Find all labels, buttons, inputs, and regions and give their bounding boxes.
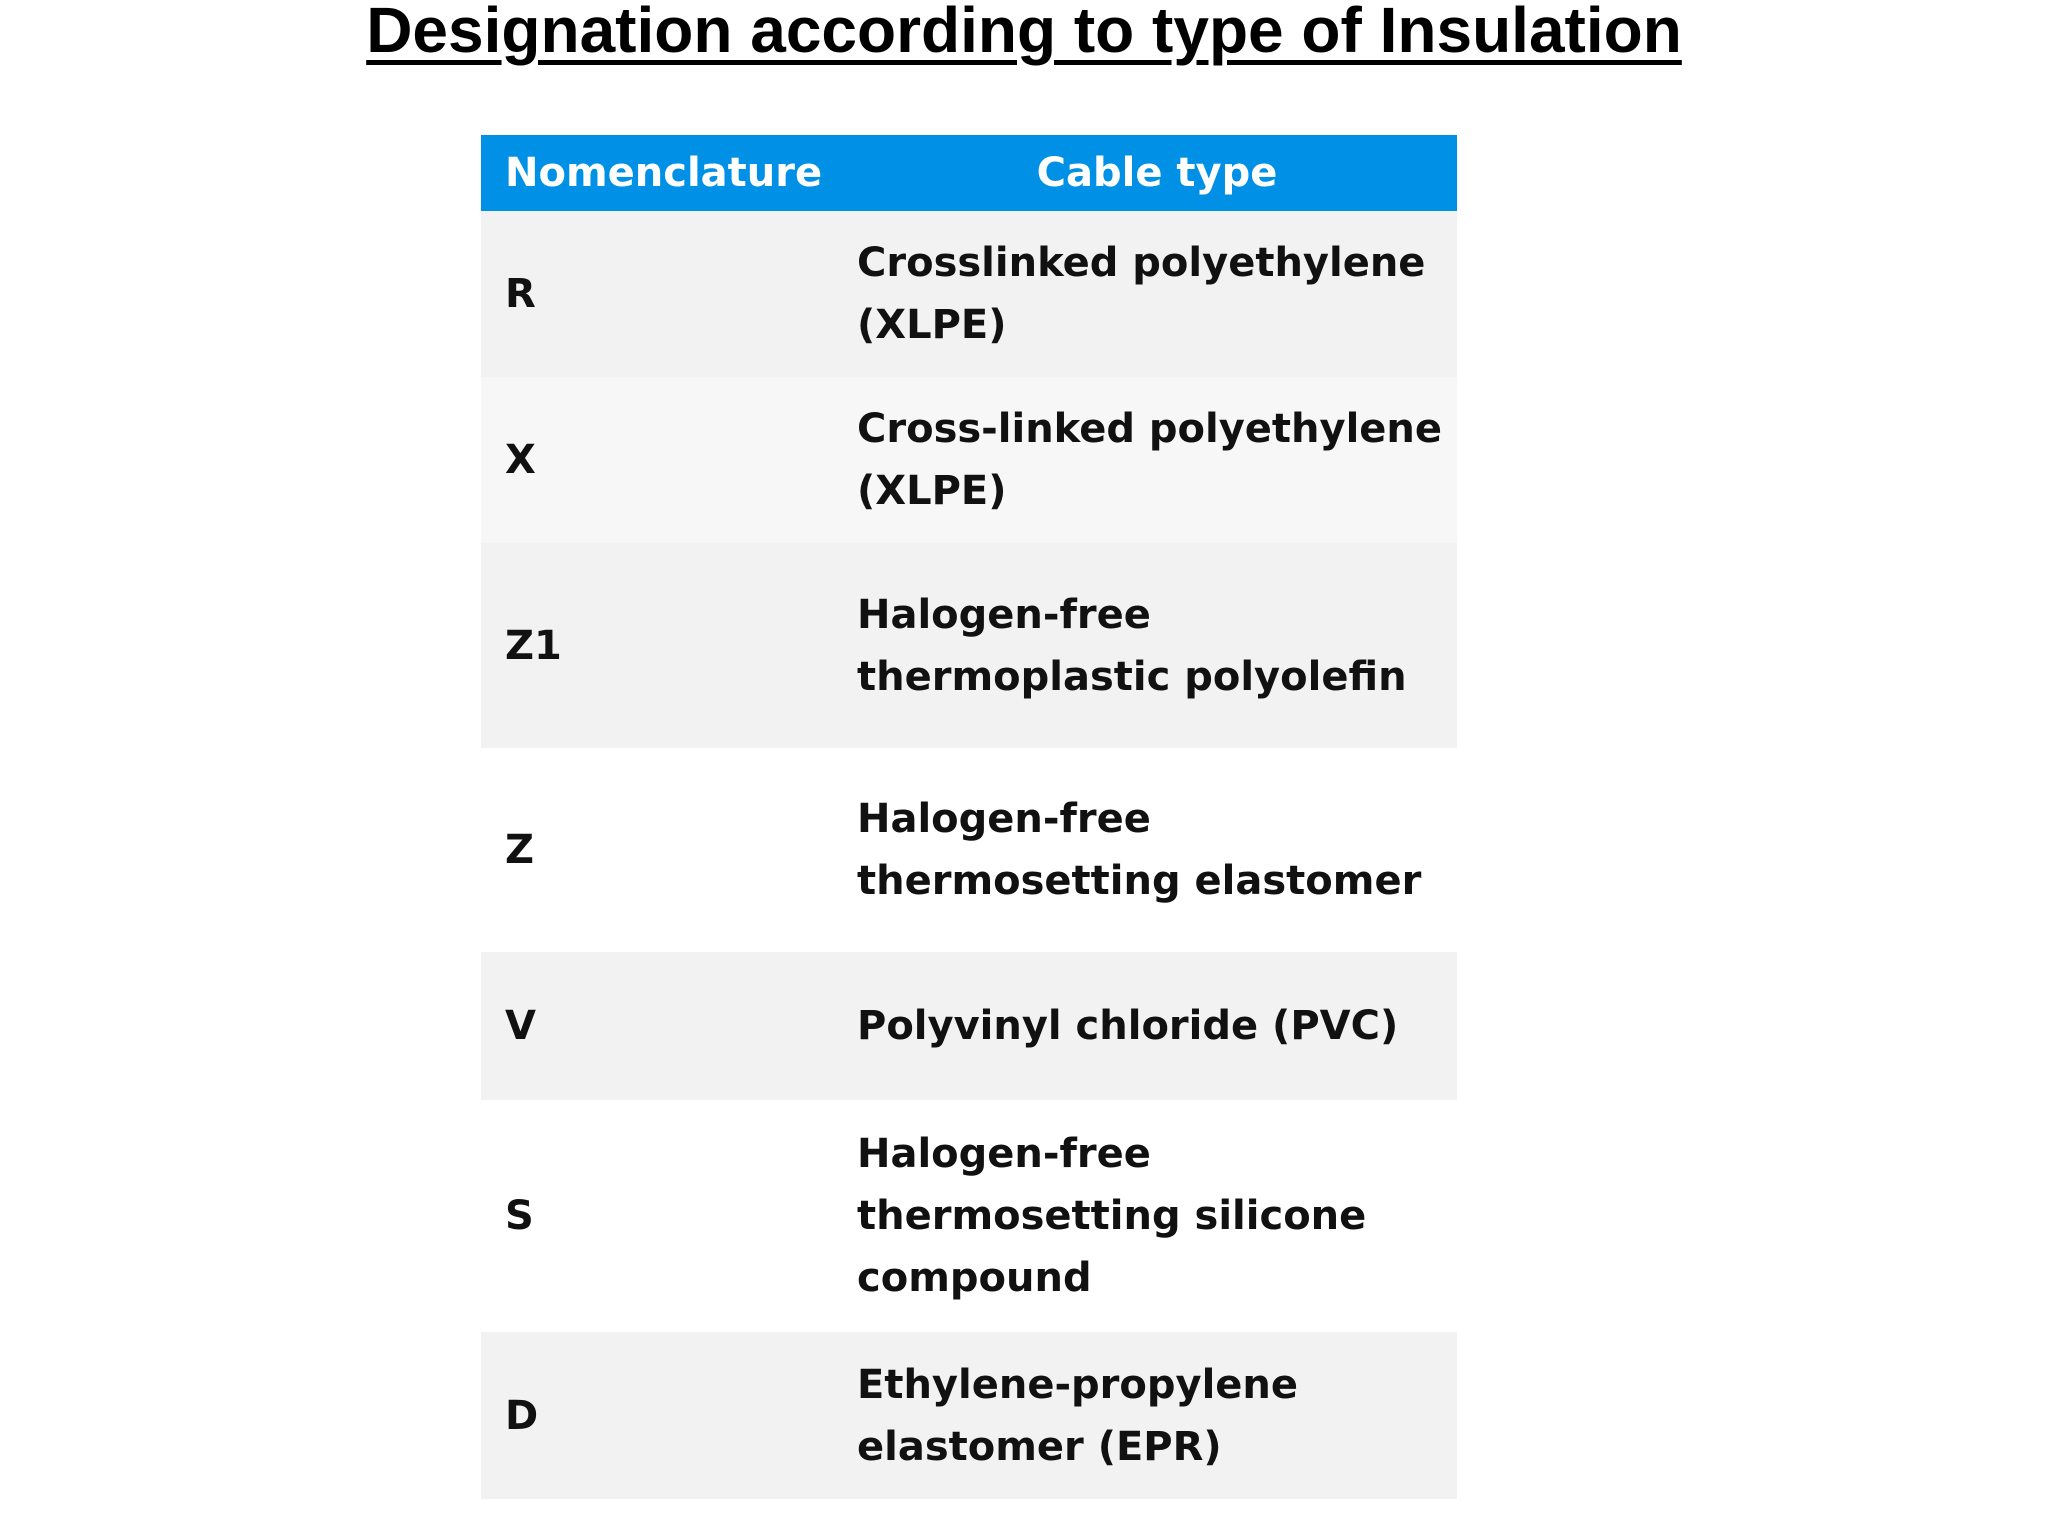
- table-row: [481, 377, 1457, 543]
- nomenclature-cell: D: [505, 1392, 539, 1439]
- cable-type-cell: [857, 377, 1457, 543]
- cable-type-line: Crosslinked polyethylene: [857, 240, 1426, 286]
- cable-type-line: elastomer (EPR): [857, 1423, 1222, 1470]
- cable-type-cell: [857, 211, 1457, 377]
- nomenclature-cell: R: [505, 271, 536, 317]
- cable-type-line: (XLPE): [857, 468, 1007, 514]
- header-cable-type: Cable type: [1036, 150, 1278, 196]
- cable-type-cell: [857, 543, 1457, 748]
- table-row: [481, 952, 1457, 1100]
- nomenclature-cell: Z1: [505, 622, 562, 669]
- cable-type-cell: [857, 952, 1457, 1100]
- cable-type-line: Ethylene-propylene: [857, 1361, 1299, 1408]
- cable-type-line: (XLPE): [857, 302, 1007, 348]
- cable-type-line: Halogen-free: [857, 1131, 1151, 1177]
- cable-type-cell: [857, 1332, 1457, 1499]
- nomenclature-cell: V: [505, 1003, 536, 1049]
- table-row: [481, 1100, 1457, 1332]
- table-header-row: [481, 135, 1457, 211]
- table-row: [481, 543, 1457, 748]
- cable-type-line: Cross-linked polyethylene: [857, 406, 1443, 452]
- cable-type-line: compound: [857, 1255, 1092, 1301]
- nomenclature-cell: S: [505, 1193, 534, 1239]
- nomenclature-cell: Z: [505, 827, 535, 873]
- cable-type-line: Halogen-free: [857, 796, 1151, 842]
- table-row: [481, 748, 1457, 952]
- header-nomenclature: Nomenclature: [505, 150, 823, 196]
- cable-type-line: Polyvinyl chloride (PVC): [857, 1003, 1399, 1049]
- nomenclature-cell: X: [505, 437, 536, 483]
- insulation-designation-table: [481, 135, 1457, 1499]
- cable-type-line: thermosetting elastomer: [857, 858, 1422, 904]
- cable-type-line: thermosetting silicone: [857, 1193, 1367, 1239]
- cable-type-cell: [857, 1100, 1457, 1332]
- table-row: [481, 211, 1457, 377]
- table-row: [481, 1332, 1457, 1499]
- cable-type-cell: [857, 748, 1457, 952]
- page-title: Designation according to type of Insulation: [366, 0, 1682, 66]
- cable-type-line: Halogen-free: [857, 591, 1151, 638]
- cable-type-line: thermoplastic polyolefin: [857, 653, 1407, 700]
